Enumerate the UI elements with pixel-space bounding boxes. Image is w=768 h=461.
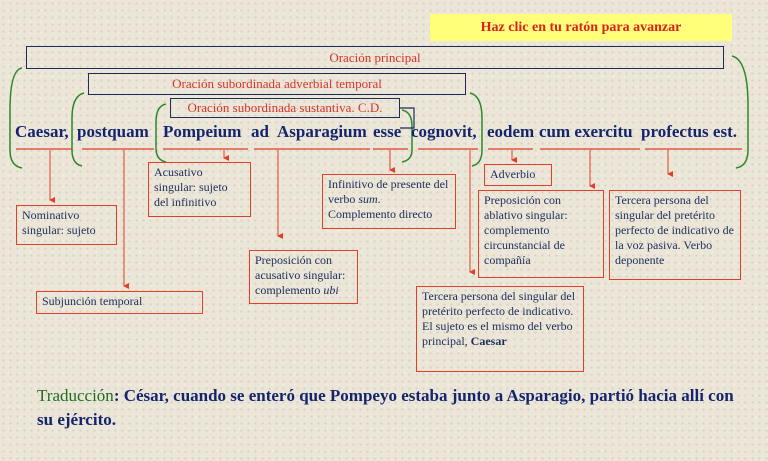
clause-label-sustantiva: Oración subordinada sustantiva. C.D. (187, 100, 383, 115)
word-profectus-est: profectus est. (641, 122, 737, 141)
word-postquam: postquam (77, 122, 149, 141)
translation-label: Traducción (37, 386, 114, 405)
note-esse-em: sum (358, 192, 378, 206)
advance-banner[interactable]: Haz clic en tu ratón para avanzar (430, 14, 732, 41)
note-ad-asparagium-text: Preposición con acusativo singular: complemento (255, 253, 346, 297)
note-cum-exercitu: Preposición con ablativo singular: complemento circunstancial de compañía (478, 190, 604, 278)
translation-text: : César, cuando se enteró que Pompeyo estaba junto a Asparagio, partió hacia allí con su ejército. (37, 386, 734, 429)
word-caesar: Caesar, (15, 122, 69, 141)
note-caesar: Nominativo singular: sujeto (16, 205, 117, 245)
note-eodem: Adverbio (484, 164, 552, 186)
word-cum-exercitu: cum exercitu (539, 122, 633, 141)
note-ad-asparagium (249, 250, 358, 304)
clause-label-temporal: Oración subordinada adverbial temporal (172, 76, 382, 91)
word-ad: ad (251, 122, 269, 141)
bracket-principal-left (10, 68, 22, 168)
word-pompeium: Pompeium (163, 122, 242, 141)
note-profectus: Tercera persona del singular del pretérito perfecto de indicativo de la voz pasiva. Verbo deponente (609, 190, 741, 280)
note-esse-text-1: Infinitivo de presente del verbo (328, 177, 449, 206)
bracket-principal-right (732, 56, 748, 168)
word-asparagium: Asparagium (277, 122, 367, 141)
note-ad-asparagium-em: ubi (323, 283, 339, 297)
note-cognovit (416, 286, 584, 372)
note-pompeium: Acusativo singular: sujeto del infinitivo (148, 162, 251, 217)
word-eodem: eodem (487, 122, 535, 141)
word-esse: esse (373, 122, 402, 141)
word-cognovit: cognovit, (411, 122, 477, 141)
note-esse-text-2: . Complemento directo (328, 192, 433, 221)
translation (37, 384, 737, 432)
clause-label-principal: Oración principal (329, 49, 421, 65)
note-cognovit-strong: Caesar (470, 334, 507, 348)
note-postquam: Subjunción temporal (36, 291, 203, 314)
note-esse (322, 174, 456, 229)
note-cognovit-text: Tercera persona del singular del pretérito perfecto de indicativo. El sujeto es el mismo del verbo principal, (422, 289, 576, 348)
